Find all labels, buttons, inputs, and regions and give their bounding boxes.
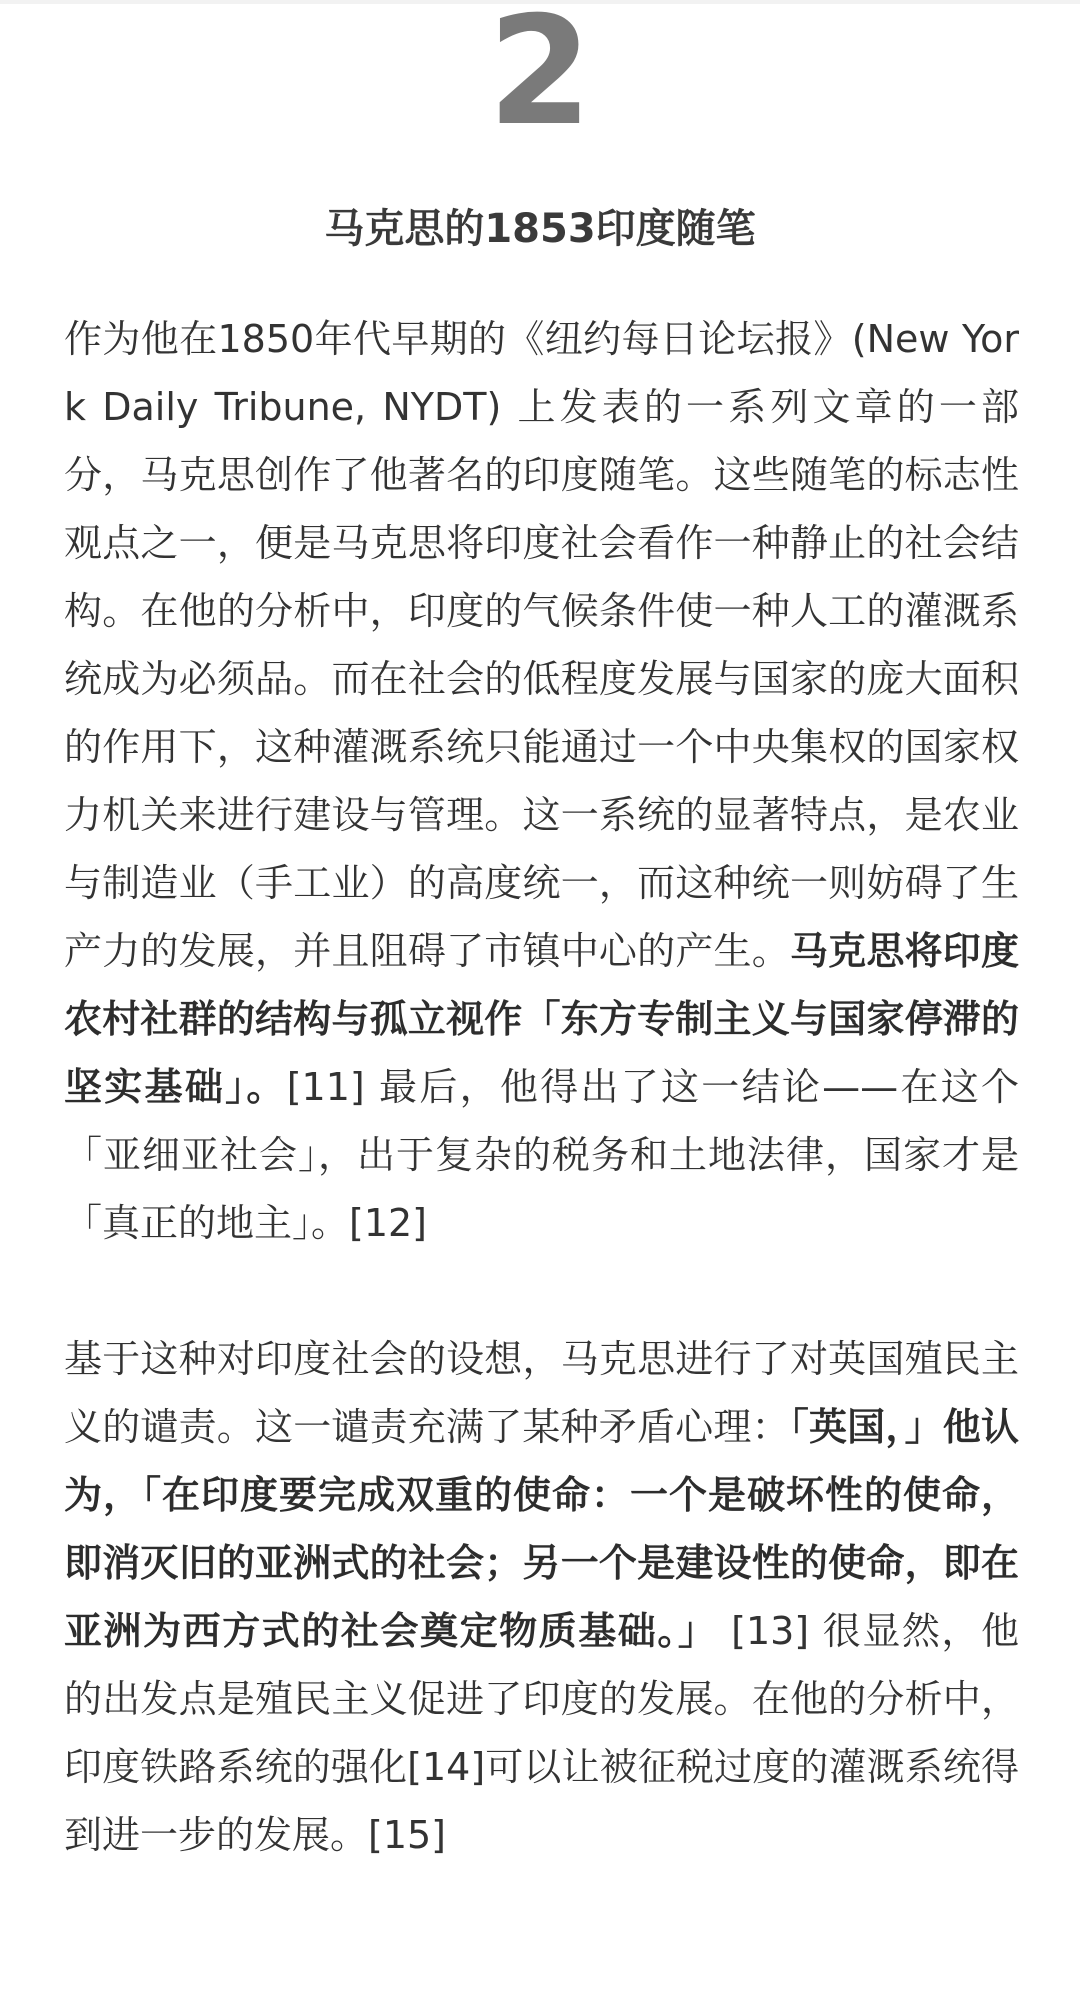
paragraph-1-emphasis: 马克思将印度农村社群的结构与孤立视作「东方专制主义与国家停滞的坚实基础」。: [64, 929, 1019, 1109]
paragraph-2-emphasis: 「英国，」他认为，「在印度要完成双重的使命：一个是破坏性的使命，即消灭旧的亚洲式的社会；另一个是建设性的使命，即在亚洲为西方式的社会奠定物质基础。」: [64, 1405, 1019, 1653]
paragraph-1: [64, 305, 1019, 1257]
paragraph-2-text-2: [13] 很显然，他的出发点是殖民主义促进了印度的发展。在他的分析中，印度铁路系统的强化[14]可以让被征税过度的灌溉系统得到进一步的发展。[15]: [64, 1609, 1019, 1857]
paragraph-2-text-1: 基于这种对印度社会的设想，马克思进行了对英国殖民主义的谴责。这一谴责充满了某种矛盾心理：: [64, 1337, 1019, 1449]
paragraph-1-text-1: 作为他在1850年代早期的《纽约每日论坛报》(New York Daily Tribune, NYDT) 上发表的一系列文章的一部分，马克思创作了他著名的印度随笔。这些随笔的标志性观点之一，便是马克思将印度社会看作一种静止的社会结构。在他的分析中，印度的气候条件使一种人工的灌溉系统成为必须品。而在社会的低程度发展与国家的庞大面积的作用下，这种灌溉系统只能通过一个中央集权的国家权力机关来进行建设与管理。这一系统的显著特点，是农业与制造业（手工业）的高度统一，而这种统一则妨碍了生产力的发展，并且阻碍了市镇中心的产生。: [64, 317, 1019, 973]
paragraph-1-text-2: [11] 最后，他得出了这一结论——在这个「亚细亚社会」，出于复杂的税务和土地法律，国家才是「真正的地主」。[12]: [64, 1065, 1019, 1245]
section-number: 2: [487, 0, 593, 159]
paragraph-2: [64, 1325, 1019, 1869]
section-title: 马克思的1853印度随笔: [324, 205, 756, 252]
article-body: [64, 305, 1019, 1869]
